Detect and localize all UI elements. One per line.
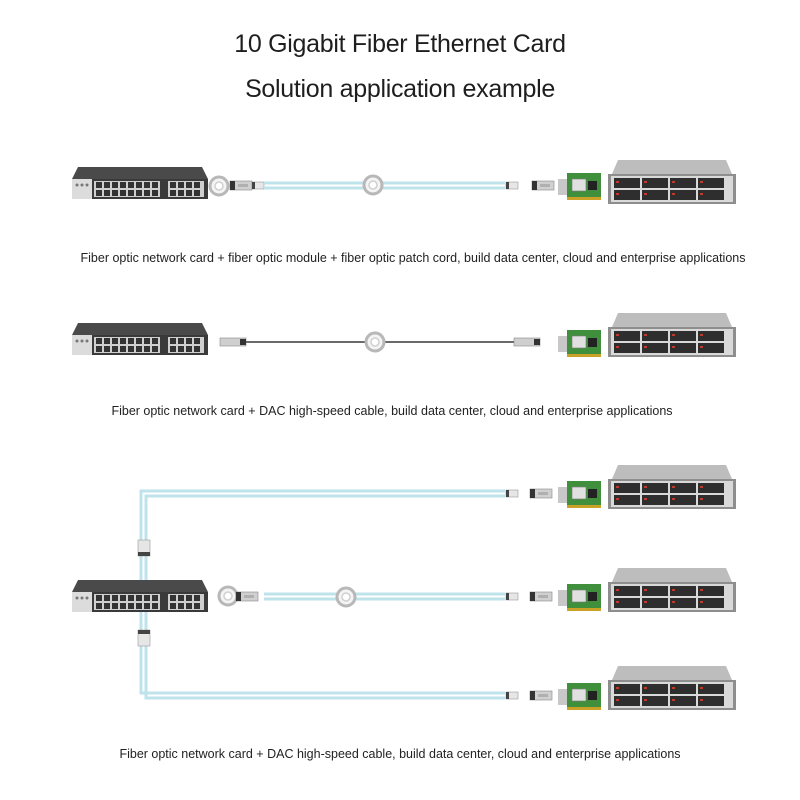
fiber-connector (506, 692, 518, 699)
server (608, 568, 736, 612)
server (608, 465, 736, 509)
sfp-module (532, 181, 554, 190)
dac-plug (514, 338, 540, 346)
fiber-connector (138, 540, 150, 556)
fiber-connector (506, 490, 518, 497)
cable-coil (219, 587, 237, 605)
cable-coil (337, 588, 355, 606)
network-card (558, 330, 601, 357)
fiber-patch-cord (146, 496, 505, 580)
page-title: 10 Gigabit Fiber Ethernet Card (234, 30, 566, 58)
sfp-module (530, 592, 552, 601)
sfp-module (236, 592, 258, 601)
sfp-module (530, 691, 552, 700)
fiber-patch-cord (141, 610, 505, 693)
scenario-3 (72, 465, 736, 710)
dac-plug (220, 338, 246, 346)
network-card (558, 481, 601, 508)
scenario-2 (72, 313, 736, 357)
server (608, 313, 736, 357)
network-card (558, 584, 601, 611)
switch (72, 323, 208, 355)
cable-coil (364, 176, 382, 194)
server (608, 160, 736, 204)
scenario-3-caption: Fiber optic network card + DAC high-speed cable, build data center, cloud and enterprise applications (119, 747, 681, 761)
fiber-patch-cord (141, 491, 505, 580)
fiber-connector (506, 182, 518, 189)
fiber-patch-cord (146, 610, 505, 698)
network-card (558, 173, 601, 200)
server (608, 666, 736, 710)
cable-coil (366, 333, 384, 351)
sfp-module (230, 181, 252, 190)
network-card (558, 683, 601, 710)
sfp-module (530, 489, 552, 498)
fiber-connector (252, 182, 264, 189)
scenario-1 (72, 160, 736, 204)
scenario-1-caption: Fiber optic network card + fiber optic module + fiber optic patch cord, build data center, cloud and enterprise applications (80, 251, 746, 265)
scenario-2-caption: Fiber optic network card + DAC high-speed cable, build data center, cloud and enterprise applications (111, 404, 673, 418)
page-subtitle: Solution application example (245, 75, 555, 103)
switch (72, 580, 208, 612)
switch (72, 167, 208, 199)
fiber-connector (506, 593, 518, 600)
fiber-connector (138, 630, 150, 646)
cable-coil (210, 177, 228, 195)
